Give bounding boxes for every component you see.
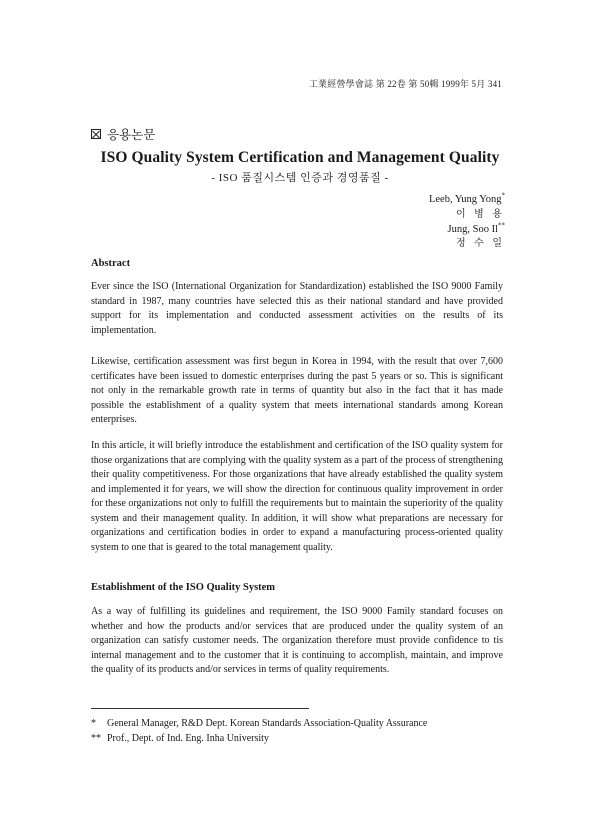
section-tag	[91, 125, 155, 143]
author-1-name: Leeb, Yung Yong	[428, 194, 502, 205]
boxed-x-icon	[91, 129, 101, 139]
abstract-paragraph-1: Ever since the ISO (International Organization for Standardization) established the ISO 9000 Family standard in 1987, many countries have selected this as their national standard and have provided support for its implementation and conducted assessment activities on the results of its implementation.	[91, 281, 503, 336]
abstract-paragraph-3: In this article, it will briefly introduce the establishment and certification of the ISO quality system for those organizations that are complying with the quality system as a part of the process of strengthening their quality competitiveness. For those organizations that have already established the quality system and implemented it for years, we will show the direction for continuous quality improvement in order for these organizations not only to fulfill the requirements but to maintain the superiority of the quality system and their management quality. In addition, it will show what preparations are necessary for organizations and certification bodies in order to expand a manufacturing process-oriented quality system to one that is geared to the total management quality.	[91, 440, 503, 553]
section-paragraph: As a way of fulfilling its guidelines and requirement, the ISO 9000 Family standard focuses on whether and how the products and/or services that are produced under the quality system of an organization can satisfy customer needs. The organization therefore must provide confidence to tis internal management and to the customer that it is continuing to accomplish, maintain, and improve the quality of its products and/or services in terms of quality requirements.	[91, 606, 503, 675]
footnote-1-text: General Manager, R&D Dept. Korean Standards Association-Quality Assurance	[107, 718, 428, 729]
footnote-1	[91, 718, 427, 729]
author-2	[429, 223, 505, 238]
running-head: 工業經營學會誌 第 22卷 第 50輯 1999年 5月 341	[308, 79, 502, 89]
author-1	[429, 193, 505, 208]
paper-title: ISO Quality System Certification and Management Quality	[100, 149, 500, 166]
author-1-mark: *	[501, 191, 505, 200]
footnote-2	[91, 733, 269, 744]
author-1-korean: 이 병 용	[456, 208, 505, 220]
footnote-2-mark: **	[91, 733, 101, 744]
section-heading: Establishment of the ISO Quality System	[91, 582, 276, 593]
footnote-2-text: Prof., Dept. of Ind. Eng. Inha University	[107, 733, 269, 744]
paper-subtitle: - ISO 품질시스템 인증과 경영품질 -	[211, 172, 389, 184]
section-tag-label: 응용논문	[107, 128, 156, 142]
author-2-korean: 정 수 일	[456, 238, 505, 250]
abstract-heading: Abstract	[91, 258, 131, 269]
author-2-name: Jung, Soo Il	[447, 223, 498, 235]
footnote-1-mark: *	[91, 718, 96, 729]
author-2-mark: **	[498, 221, 505, 230]
abstract-paragraph-2: Likewise, certification assessment was first begun in Korea in 1994, with the result that over 7,600 certificates have been issued to domestic enterprises during the past 5 years or so. This is significant not only in the remarkable growth rate in terms of quantity but also in the fact that it has made possible the establishment of a quality system that meets international standards among Korean enterprises.	[91, 356, 503, 425]
footnote-rule	[91, 708, 309, 709]
author-block	[429, 193, 505, 252]
